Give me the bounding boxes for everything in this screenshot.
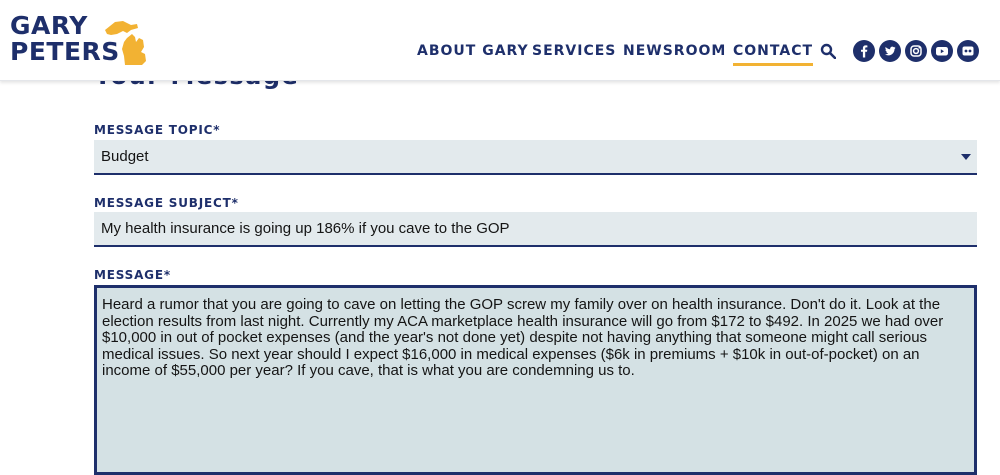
nav-item-services[interactable]: SERVICES [532,43,617,59]
subject-input-value: My health insurance is going up 186% if you cave to the GOP [101,220,510,237]
youtube-icon [931,40,953,62]
flickr-icon [957,40,979,62]
subject-input[interactable] [94,212,977,247]
youtube-button[interactable] [931,40,953,62]
twitter-icon [879,40,901,62]
logo-line-2: PETERS [10,37,120,66]
search-icon[interactable] [820,43,836,59]
facebook-icon [853,40,875,62]
message-textarea-value: Heard a rumor that you are going to cave on letting the GOP screw my family over on health insurance. Don't do it. Look at the election results from last night. Currently my ACA marketplace health insurance will go from $172 to $492. In 2025 we had over $10,000 in out of pocket expenses (and the year's not done yet) despite not having anything that someone might call serious medical issues. So next year should I expect $16,000 in medical expenses ($6k in premiums + $10k in out-of-pocket) on an income of $55,000 per year? If you cave, that is what you are condemning us to. [102,296,944,379]
nav-item-newsroom[interactable]: NEWSROOM [623,43,727,59]
instagram-icon [905,40,927,62]
facebook-button[interactable] [853,40,875,62]
topic-select[interactable] [94,140,977,175]
caret-down-icon [961,154,971,160]
instagram-button[interactable] [905,40,927,62]
michigan-icon [101,16,153,66]
site-header [0,0,1000,81]
logo-line-1: GARY [10,11,88,40]
twitter-button[interactable] [879,40,901,62]
message-label: MESSAGE* [94,268,171,282]
site-logo[interactable] [10,13,145,65]
message-textarea[interactable] [94,285,977,475]
topic-label: MESSAGE TOPIC* [94,123,221,137]
nav-item-about-gary[interactable]: ABOUT GARY [417,43,529,59]
nav-item-contact[interactable]: CONTACT [733,43,813,66]
flickr-button[interactable] [957,40,979,62]
subject-label: MESSAGE SUBJECT* [94,196,239,210]
topic-select-value: Budget [101,148,149,165]
